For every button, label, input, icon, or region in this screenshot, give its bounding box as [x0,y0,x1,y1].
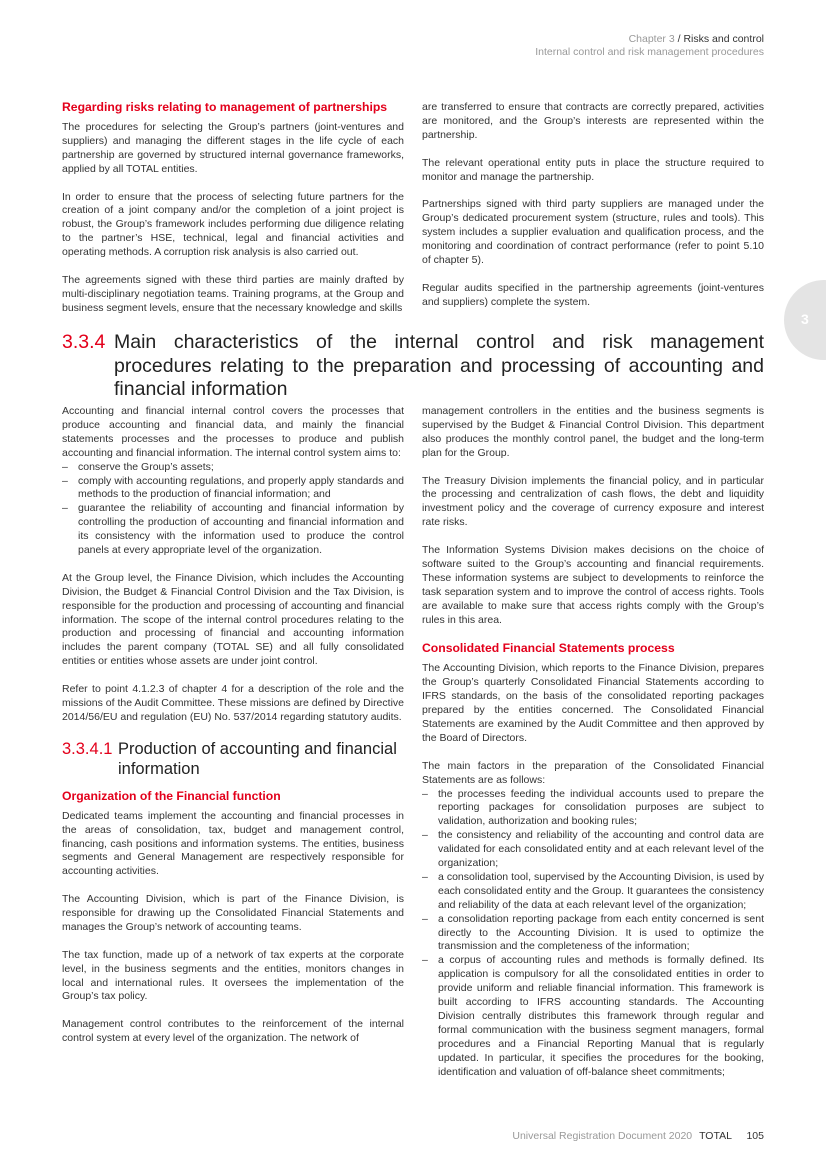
paragraph: The agreements signed with these third parties are mainly drafted by multi-disciplinary negotiation teams. Training programs, at the Group and business segment levels, ensure that the necessary knowledge and skills [62,273,404,314]
page-footer [512,1130,764,1142]
header-separator: / [677,33,681,45]
footer-brand: TOTAL [699,1130,732,1142]
paragraph: The Treasury Division implements the financial policy, and in particular the processing and centralization of cash flows, the debt and liquidity investment policy and the coverage of currency exposure and interest rate risks. [422,474,764,529]
consolidated-statements-heading: Consolidated Financial Statements process [422,641,675,656]
paragraph: The procedures for selecting the Group’s partners (joint-ventures and suppliers) and managing the different stages in the life cycle of each partnership are governed by structured internal governance frameworks, applied by all TOTAL entities. [62,121,404,175]
header-chapter: Chapter 3 [628,33,675,45]
paragraph: Refer to point 4.1.2.3 of chapter 4 for a description of the role and the missions of the Audit Committee. These missions are defined by Directive 2014/56/EU and regulation (EU) No. 537/2014 regarding statutory audits. [62,683,404,723]
paragraph: Regular audits specified in the partnership agreements (joint-ventures and suppliers) complete the system. [422,281,764,308]
paragraph: The main factors in the preparation of the Consolidated Financial Statements are as follows: [422,759,764,786]
list-item: – comply with accounting regulations, and properly apply standards and methods to the production of financial information; and [62,475,404,503]
chapter-tab [784,280,826,360]
list-item: – conserve the Group’s assets; [62,461,404,475]
paragraph: The tax function, made up of a network of tax experts at the corporate level, in the business segments and the entities, monitors changes in local and international rules. It oversees the implementation of the Group’s tax policy. [62,948,404,1003]
top-left-column [62,100,404,330]
list-item: – guarantee the reliability of accounting and financial information by controlling the production of accounting and financial information and its consistency with the information used to produce the control panels at every appropriate level of the organization. [62,502,404,558]
paragraph: Partnerships signed with third party suppliers are managed under the Group’s dedicated procurement system (structure, rules and tools). This system includes a supplier evaluation and qualification process, and the monitoring and coordination of contract performance (refer to point 5.10 of chapter 5). [422,198,764,266]
paragraph: are transferred to ensure that contracts are correctly prepared, activities are monitored, and the Group’s interests are represented within the partnership. [422,101,764,141]
paragraph: Accounting and financial internal control covers the processes that produce accounting and financial data, and mainly the financial statements processes and the processes to produce and publish accounting and financial information. The internal control system aims to: [62,405,404,459]
list-item: – a consolidation tool, supervised by the Accounting Division, is used by each consolidated entity and the Group. It guarantees the consistency and reliability of the data at each relevant level of the organization; [422,871,764,913]
subsection-heading [62,739,404,779]
subsection-title: Production of accounting and financial information [118,739,397,778]
section-title: Main characteristics of the internal control and risk management procedures relating to the preparation and processing of accounting and financial information [114,331,764,400]
bottom-left-column [62,405,404,1060]
paragraph: The Accounting Division, which reports to the Finance Division, prepares the Group’s quarterly Consolidated Financial Statements according to IFRS standards, on the basis of the consolidated reporting packages prepared by the entities concerned. The Consolidated Financial Statements are examined by the Audit Committee and then approved by the Board of Directors. [422,662,764,744]
paragraph: The Accounting Division, which is part of the Finance Division, is responsible for drawing up the Consolidated Financial Statements and manages the Group’s network of accounting teams. [62,893,404,933]
financial-function-heading: Organization of the Financial function [62,788,281,803]
paragraph: At the Group level, the Finance Division, which includes the Accounting Division, the Budget & Financial Control Division and the Tax Division, is responsible for the production and processing of accounting and financial information. The scope of the internal control procedures relating to the production and processing of financial and accounting information includes the parent company (TOTAL SE) and all fully consolidated entities or entities whose assets are under joint control. [62,571,404,668]
chapter-tab-label: 3 [801,311,809,327]
footer-document-title: Universal Registration Document 2020 [512,1130,693,1142]
paragraph: Management control contributes to the reinforcement of the internal control system at every level of the organization. The network of [62,1018,404,1045]
header-section: Risks and control [683,33,764,45]
paragraph: management controllers in the entities and the business segments is supervised by the Budget & Financial Control Division. This department also produces the monthly control panel, the budget and the long-term plan for the Group. [422,405,764,459]
section-heading [62,331,764,402]
partnerships-heading: Regarding risks relating to management of partnerships [62,100,388,114]
paragraph: Dedicated teams implement the accounting and financial processes in the areas of consolidation, tax, budget and management control, financing, cash positions and information systems. The entities, business segments and General Management are respectively responsible for accounting activities. [62,809,404,878]
list-item: – the processes feeding the individual accounts used to prepare the reporting packages for consolidation purposes are subject to validation, authorization and booking rules; [422,788,764,830]
list-item: – a consolidation reporting package from each entity concerned is sent directly to the Accounting Division. It is used to optimize the transmission and the completeness of the information; [422,913,764,955]
factors-list [422,788,764,1080]
paragraph: The Information Systems Division makes decisions on the choice of software suited to the Group’s accounting and financial requirements. These information systems are subject to developments to reinforce the task separation system and to improve the control of access rights. Tools are available to make sure that access rights comply with the Group’s rules in this area. [422,544,764,626]
running-header [535,33,764,59]
page-number: 105 [746,1130,764,1142]
subsection-number: 3.3.4.1 [62,739,113,758]
aims-list [62,461,404,558]
bottom-right-column [422,405,764,1093]
section-number: 3.3.4 [62,331,106,353]
header-subtitle: Internal control and risk management procedures [535,46,764,58]
paragraph: In order to ensure that the process of selecting future partners for the creation of a joint company and/or the completion of a joint project is robust, the Group’s framework includes performing due diligence relating to the partner’s HSE, technical, legal and financial activities and operating methods. A corruption risk analysis is also carried out. [62,190,404,259]
list-item: – a corpus of accounting rules and methods is formally defined. Its application is compulsory for all the consolidated entities in order to provide uniform and reliable financial information. This framework is built according to IFRS accounting standards. The Accounting Division centrally distributes this framework through regular and formal communication with the business segment managers, formal procedures and a Financial Reporting Manual that is regularly updated. In particular, it specifies the procedures for the booking, identification and valuation of off-balance sheet commitments; [422,954,764,1079]
paragraph: The relevant operational entity puts in place the structure required to monitor and manage the partnership. [422,156,764,183]
top-right-column [422,101,764,323]
list-item: – the consistency and reliability of the accounting and control data are validated for each consolidated entity and at each relevant level of the organization; [422,829,764,871]
